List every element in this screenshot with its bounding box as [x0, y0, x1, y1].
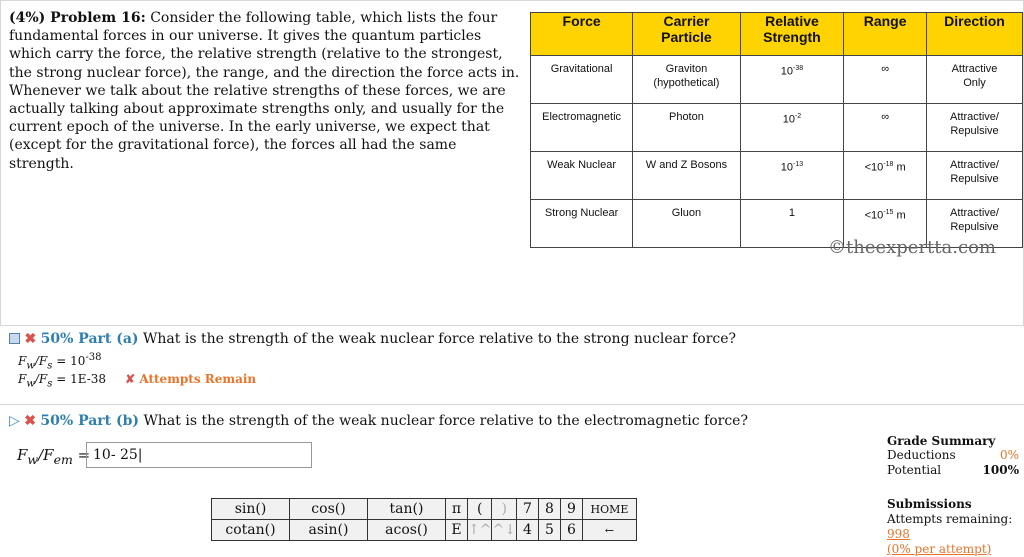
key-r1-7[interactable]: 8: [538, 499, 560, 520]
grade-summary-title: Grade Summary: [887, 434, 996, 448]
part-a-answer-2: $F_w/F_s = 1E-38$ ✘ Attempts Remain: [18, 372, 257, 390]
key-r2-6[interactable]: 4: [516, 520, 538, 541]
part-b-label: $F_w/F_{em}$ =: [17, 446, 91, 467]
table-row: [531, 104, 1023, 152]
submissions-title: Submissions: [887, 497, 972, 511]
part-a-answer-1: $F_w/F_s = 10^{-38}$: [18, 352, 102, 372]
cell-carrier: W and Z Bosons: [633, 152, 740, 200]
cell-force: Electromagnetic: [531, 104, 633, 152]
credit-watermark: ©theexpertta.com: [828, 237, 996, 258]
key-r2-5[interactable]: ^↓: [492, 520, 516, 541]
cell-direction: Attractive/ Repulsive: [927, 104, 1023, 152]
cell-range: $<10^{-18}$ m: [844, 152, 927, 200]
problem-text: [9, 9, 524, 173]
cell-range: ∞: [844, 104, 927, 152]
incorrect-x-icon: ✖: [24, 331, 37, 347]
incorrect-x-icon: ✖: [24, 413, 36, 429]
key-r1-1[interactable]: cos(): [290, 499, 368, 520]
key-r2-9[interactable]: ←: [582, 520, 636, 541]
cell-force: Weak Nuclear: [531, 152, 633, 200]
header-direction: Direction: [927, 13, 1023, 56]
play-arrow-icon[interactable]: ▷: [9, 413, 20, 429]
submissions: [887, 497, 1022, 557]
part-a-header: [9, 331, 736, 347]
key-r1-3[interactable]: π: [446, 499, 468, 520]
potential-value: 100%: [982, 463, 1019, 477]
cell-range: $<10^{-15}$ m: [844, 200, 927, 248]
key-r1-8[interactable]: 9: [560, 499, 582, 520]
header-carrier: Carrier Particle: [633, 13, 740, 56]
cell-direction: Attractive Only: [927, 56, 1023, 104]
key-r1-2[interactable]: tan(): [368, 499, 446, 520]
cell-direction: Attractive/ Repulsive: [927, 200, 1023, 248]
cell-range: ∞: [844, 56, 927, 104]
cell-strength: $10^{-2}$: [740, 104, 844, 152]
potential-label: Potential: [887, 463, 942, 477]
key-r2-1[interactable]: asin(): [290, 520, 368, 541]
key-r2-4[interactable]: ↑^: [468, 520, 492, 541]
attempts-remain: Attempts Remain: [139, 372, 257, 386]
forces-table: [530, 12, 1023, 248]
cell-strength: $10^{-38}$: [740, 56, 844, 104]
cell-strength: $10^{-13}$: [740, 152, 844, 200]
cell-force: Strong Nuclear: [531, 200, 633, 248]
per-attempt: (0% per attempt): [887, 542, 992, 556]
key-r2-8[interactable]: 6: [560, 520, 582, 541]
attempts-x-icon: ✘: [125, 372, 136, 386]
cell-carrier: Gluon: [633, 200, 740, 248]
key-r1-4[interactable]: (: [468, 499, 492, 520]
table-row: [531, 152, 1023, 200]
key-r2-0[interactable]: cotan(): [212, 520, 290, 541]
part-b-question: What is the strength of the weak nuclear force relative to the electromagnetic force?: [143, 413, 748, 429]
cell-strength: 1: [740, 200, 844, 248]
key-r2-2[interactable]: acos(): [368, 520, 446, 541]
collapse-icon[interactable]: [9, 333, 20, 344]
key-r1-9[interactable]: HOME: [582, 499, 636, 520]
answer-input[interactable]: 10- 25|: [86, 442, 312, 468]
key-r1-6[interactable]: 7: [516, 499, 538, 520]
deductions-label: Deductions: [887, 448, 956, 462]
attempts-remaining-label: Attempts remaining:: [887, 512, 1013, 526]
cell-direction: Attractive/ Repulsive: [927, 152, 1023, 200]
grade-summary: [887, 434, 1019, 478]
calculator-keypad: [211, 498, 637, 541]
problem-body: Consider the following table, which lists the four fundamental forces in our universe. It gives the quantum particles which carry the force, the relative strength (relative to the strongest, the strong nuclear force), the range, and the direction the force acts in. Whenever we talk about the relative strengths of these forces, we are actually talking about approximate strengths only, and usually for the current epoch of the universe. In the early universe, we expect that (except for the gravitational force), the forces all had the same strength.: [9, 10, 520, 172]
header-force: Force: [531, 13, 633, 56]
header-range: Range: [844, 13, 927, 56]
cell-force: Gravitational: [531, 56, 633, 104]
cell-carrier: Graviton (hypothetical): [633, 56, 740, 104]
problem-label: (4%) Problem 16:: [9, 10, 146, 26]
part-a-percent: 50% Part (a): [40, 331, 139, 347]
attempts-remaining-value: 998: [887, 527, 910, 541]
part-a-panel: [0, 326, 1024, 399]
key-r1-0[interactable]: sin(): [212, 499, 290, 520]
header-strength: Relative Strength: [740, 13, 844, 56]
table-row: [531, 56, 1023, 104]
cell-carrier: Photon: [633, 104, 740, 152]
key-r1-5[interactable]: ): [492, 499, 516, 520]
key-r2-3[interactable]: E: [446, 520, 468, 541]
deductions-value: 0%: [999, 448, 1019, 462]
part-b-percent: 50% Part (b): [40, 413, 140, 429]
key-r2-7[interactable]: 5: [538, 520, 560, 541]
part-b-header: [9, 413, 748, 429]
part-a-question: What is the strength of the weak nuclear force relative to the strong nuclear force?: [143, 331, 737, 347]
